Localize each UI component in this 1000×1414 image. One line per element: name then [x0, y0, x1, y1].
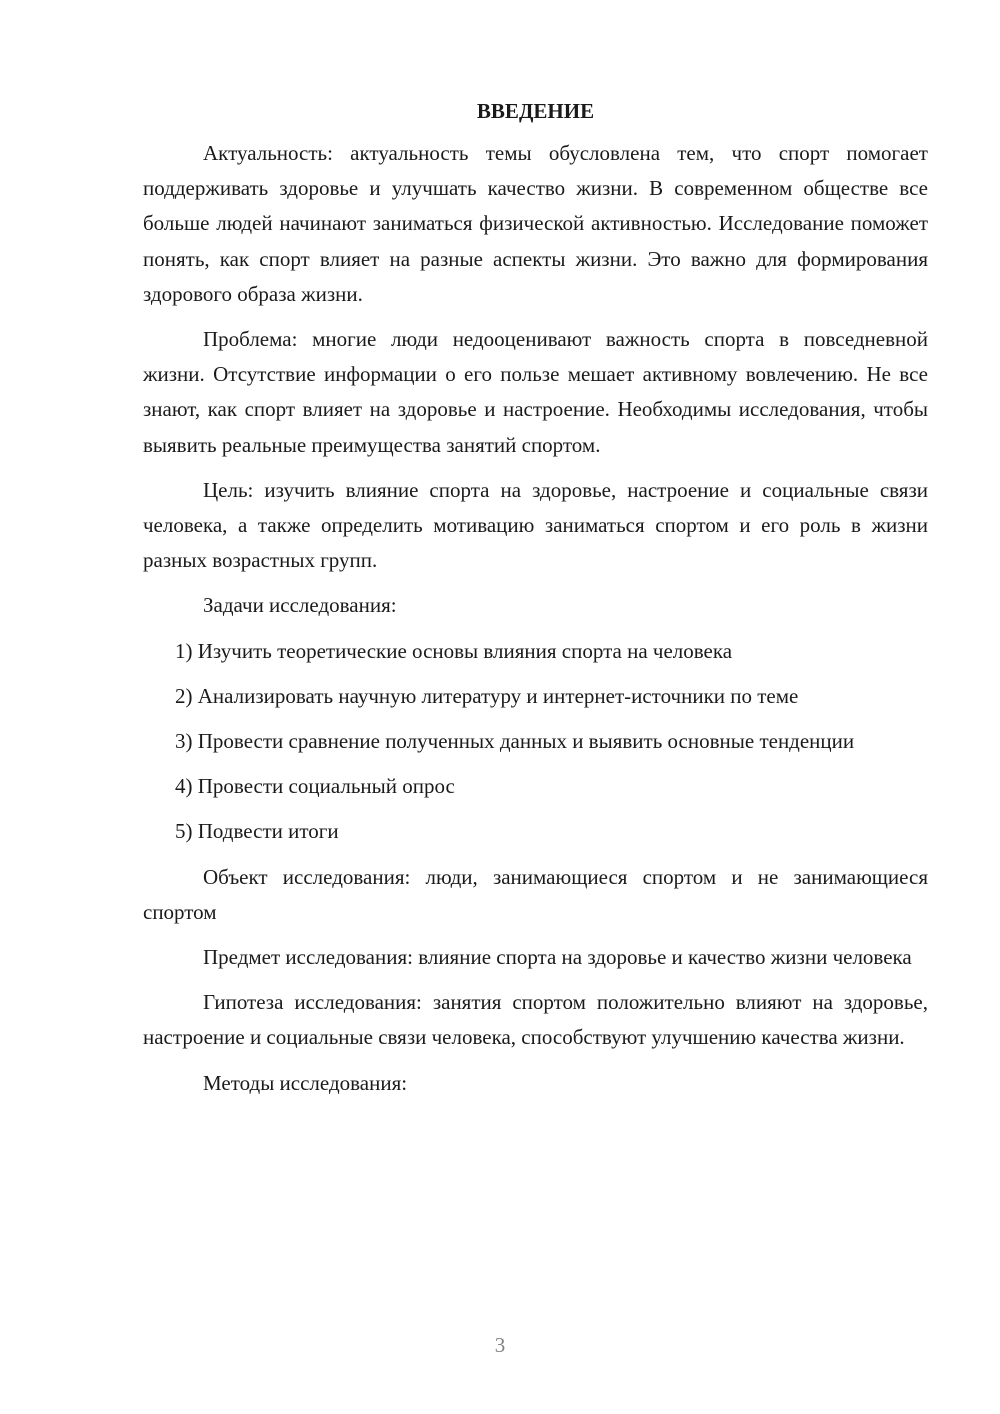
- task-item: 2) Анализировать научную литературу и интернет-источники по теме: [175, 683, 799, 708]
- task-item: 5) Подвести итоги: [175, 819, 339, 844]
- paragraph-tasks-heading: Задачи исследования:: [203, 593, 397, 618]
- page-number: 3: [494, 1333, 506, 1357]
- paragraph-subject: Предмет исследования: влияние спорта на здоровье и качество жизни человека: [203, 945, 912, 970]
- paragraph-problem: Проблема: многие люди недооценивают важность спорта в повседневной жизни. Отсутствие информации о его пользе мешает активному вовлечению. Не все знают, как спорт влияет на здоровье и настроение. Необходимы исследования, чтобы выявить реальные преимущества занятий спортом.: [143, 327, 928, 457]
- page-title: ВВЕДЕНИЕ: [476, 99, 595, 123]
- task-item: 3) Провести сравнение полученных данных и выявить основные тенденции: [175, 729, 855, 754]
- paragraph-methods: Методы исследования:: [203, 1070, 408, 1095]
- paragraph-hypothesis: Гипотеза исследования: занятия спортом положительно влияют на здоровье, настроение и социальные связи человека, способствуют улучшению качества жизни.: [143, 990, 928, 1050]
- paragraph-goal: Цель: изучить влияние спорта на здоровье, настроение и социальные связи человека, а также определить мотивацию заниматься спортом и его роль в жизни разных возрастных групп.: [143, 477, 928, 573]
- paragraph-relevance: Актуальность: актуальность темы обусловлена тем, что спорт помогает поддерживать здоровье и улучшать качество жизни. В современном обществе все больше людей начинают заниматься физической активностью. Исследование поможет понять, как спорт влияет на разные аспекты жизни. Это важно для формирования здорового образа жизни.: [143, 141, 928, 306]
- paragraph-object: Объект исследования: люди, занимающиеся спортом и не занимающиеся спортом: [143, 864, 928, 924]
- task-item: 1) Изучить теоретические основы влияния спорта на человека: [175, 638, 733, 663]
- document-page: [143, 96, 928, 1111]
- task-item: 4) Провести социальный опрос: [175, 774, 455, 799]
